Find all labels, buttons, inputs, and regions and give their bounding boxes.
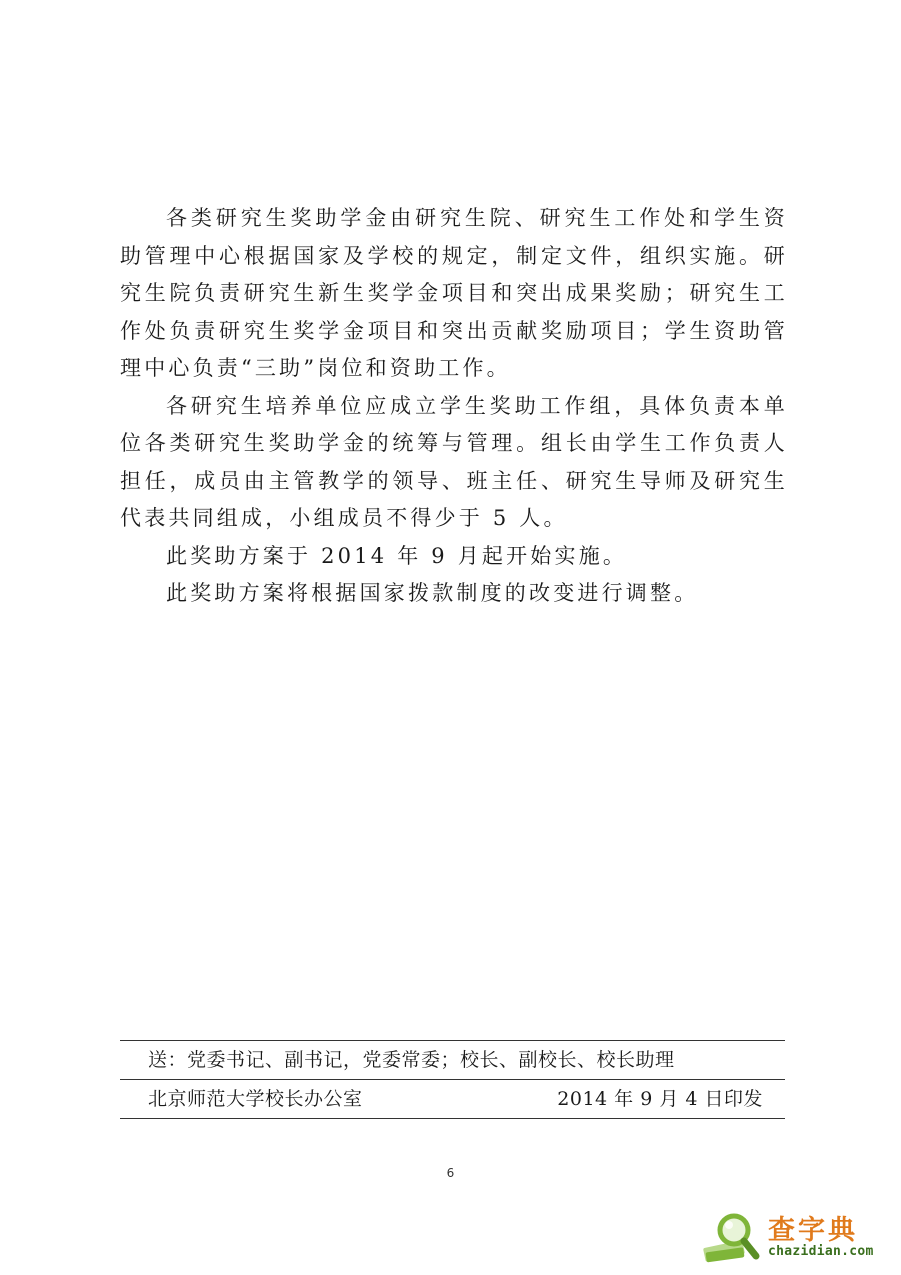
page-number: 6 [446, 1166, 455, 1180]
paragraph-adjustment: 此奖助方案将根据国家拨款制度的改变进行调整。 [166, 581, 699, 605]
document-body [120, 200, 788, 613]
watermark-url: chazidian.com [768, 1244, 874, 1259]
distribution-row [120, 1041, 785, 1079]
issuer-row [120, 1080, 785, 1118]
paragraph-working-group: 各研究生培养单位应成立学生奖助工作组，具体负责本单位各类研究生奖助学金的统筹与管理。组长由学生工作负责人担任，成员由主管教学的领导、班主任、研究生导师及研究生代表共同组成，小组成员不得少于 5 人。 [120, 393, 788, 530]
issue-date: 2014 年 9 月 4 日印发 [557, 1088, 763, 1110]
paragraph-responsibilities: 各类研究生奖助学金由研究生院、研究生工作处和学生资助管理中心根据国家及学校的规定，制定文件，组织实施。研究生院负责研究生新生奖学金项目和突出成果奖励；研究生工作处负责研究生奖学金项目和突出贡献奖励项目；学生资助管理中心负责“三助”岗位和资助工作。 [120, 206, 788, 380]
watermark-title: 查字典 [768, 1215, 858, 1246]
magnifier-book-icon [700, 1210, 764, 1266]
document-footer [120, 1040, 785, 1119]
issuer: 北京师范大学校长办公室 [148, 1088, 363, 1110]
distribution-list: 送：党委书记、副书记，党委常委；校长、副校长、校长助理 [148, 1049, 675, 1071]
paragraph-effective-date: 此奖助方案于 2014 年 9 月起开始实施。 [166, 543, 628, 568]
site-watermark [700, 1208, 895, 1268]
footer-bottom-rule [120, 1118, 785, 1119]
